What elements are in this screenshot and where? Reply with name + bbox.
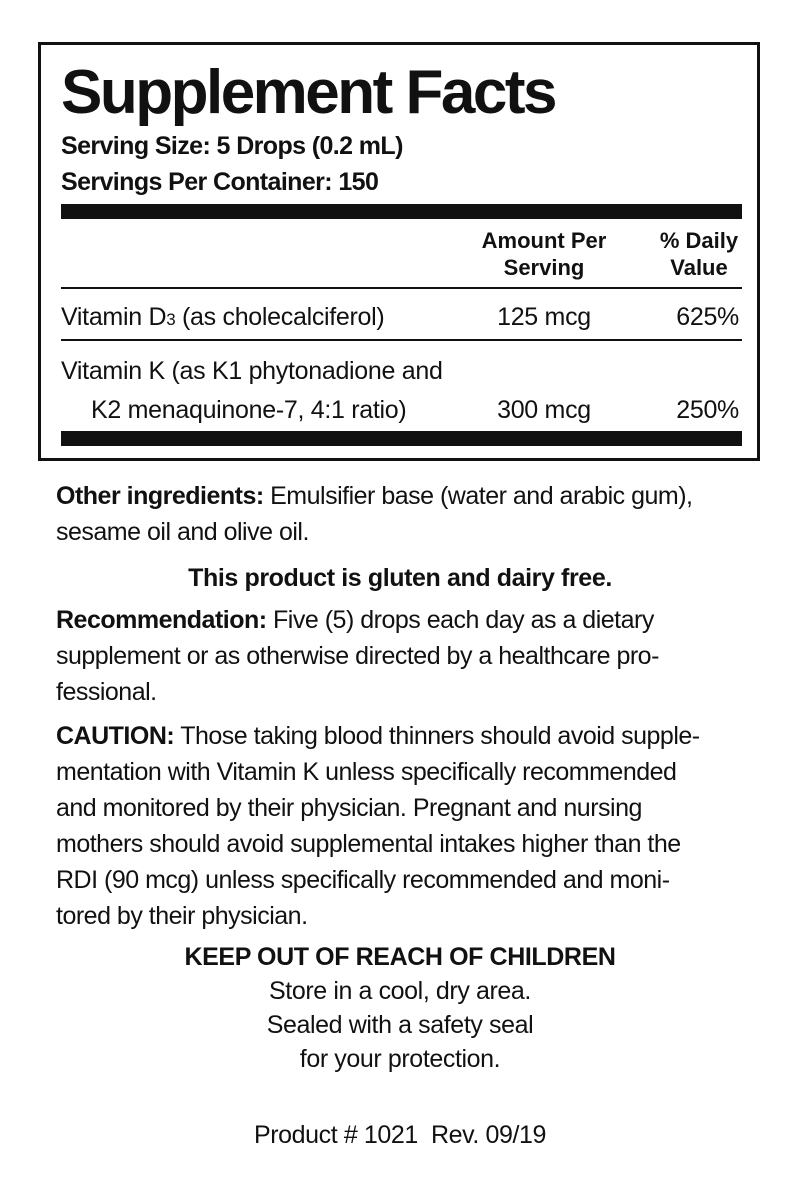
caution-line1: Those taking blood thinners should avoid supple- xyxy=(174,722,700,750)
nutrient-name-subscript: 3 xyxy=(166,310,176,329)
nutrient-name-suffix: (as cholecalciferol) xyxy=(175,303,385,331)
gluten-statement: This product is gluten and dairy free. xyxy=(188,564,612,592)
caution xyxy=(56,718,764,934)
nutrient-amount: 125 mcg xyxy=(497,303,591,331)
header-amount-line2: Serving xyxy=(503,255,585,280)
caution-line6: tored by their physician. xyxy=(56,902,308,930)
caution-line3: and monitored by their physician. Pregnant and nursing xyxy=(56,794,642,822)
divider xyxy=(61,339,742,341)
storage-line3: for your protection. xyxy=(299,1045,501,1073)
header-amount-per-serving xyxy=(469,227,619,281)
other-ingredients-line1: Emulsifier base (water and arabic gum), xyxy=(263,482,693,510)
caution-line2: mentation with Vitamin K unless specifically recommended xyxy=(56,758,677,786)
thick-divider-bottom xyxy=(61,431,742,446)
recommendation-line1: Five (5) drops each day as a dietary xyxy=(266,606,654,634)
serving-size: Serving Size: 5 Drops (0.2 mL) xyxy=(61,132,403,160)
nutrient-name-prefix: Vitamin D xyxy=(61,303,167,331)
nutrient-name-vitamin-k-line2: K2 menaquinone-7, 4:1 ratio) xyxy=(91,396,407,424)
nutrient-amount: 300 mcg xyxy=(497,396,591,424)
product-info: Product # 1021 Rev. 09/19 xyxy=(253,1121,547,1149)
caution-line5: RDI (90 mcg) unless specifically recommended and moni- xyxy=(56,866,670,894)
panel-title: Supplement Facts xyxy=(61,58,555,127)
supplement-facts-panel xyxy=(38,42,760,461)
nutrient-name-vitamin-k-line1: Vitamin K (as K1 phytonadione and xyxy=(61,357,443,385)
header-dv-line1: % Daily xyxy=(659,228,739,253)
nutrient-daily-value: 625% xyxy=(676,303,739,331)
storage-line1: Store in a cool, dry area. xyxy=(269,977,531,1005)
header-dv-line2: Value xyxy=(670,255,728,280)
recommendation xyxy=(56,602,764,710)
keep-out-of-reach-warning: KEEP OUT OF REACH OF CHILDREN xyxy=(184,943,616,971)
recommendation-line3: fessional. xyxy=(56,678,157,706)
nutrient-daily-value: 250% xyxy=(676,396,739,424)
storage-line2: Sealed with a safety seal xyxy=(266,1011,534,1039)
recommendation-label: Recommendation: xyxy=(56,606,267,634)
divider xyxy=(61,287,742,289)
recommendation-line2: supplement or as otherwise directed by a healthcare pro- xyxy=(56,642,659,670)
nutrient-name-vitamin-d3 xyxy=(61,302,384,335)
header-daily-value xyxy=(639,227,759,281)
header-amount-line1: Amount Per xyxy=(481,228,607,253)
caution-line4: mothers should avoid supplemental intakes higher than the xyxy=(56,830,681,858)
servings-per-container: Servings Per Container: 150 xyxy=(61,168,379,196)
caution-label: CAUTION: xyxy=(56,722,175,750)
storage-block xyxy=(0,940,800,1076)
other-ingredients-label: Other ingredients: xyxy=(56,482,264,510)
thick-divider-top xyxy=(61,204,742,219)
other-ingredients xyxy=(56,478,764,550)
other-ingredients-line2: sesame oil and olive oil. xyxy=(56,518,309,546)
